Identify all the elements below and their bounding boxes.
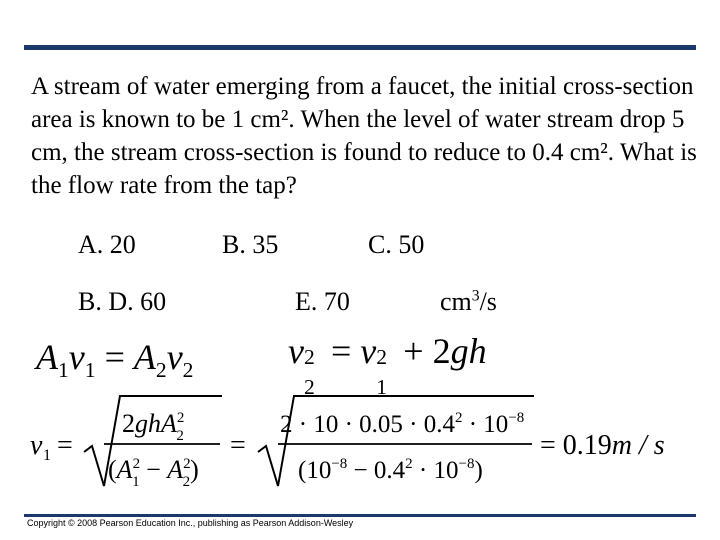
question-text: A stream of water emerging from a faucet, the initial cross-section area is known to be 1 cm². When the level of water stream drop 5 cm, the stream cross-section is found to reduce to 0.4 cm². What is the flow rate from the tap? <box>31 73 697 199</box>
energy-equation: v 2 2 = v 2 1 + 2gh <box>288 331 487 399</box>
result-value: = 0.19m / s <box>540 430 665 461</box>
bottom-divider <box>24 514 696 517</box>
option-a: A. 20 <box>78 230 136 259</box>
continuity-equation: $A_1v_1 = A_2v_2$ <box>36 337 194 383</box>
v1-symbol: v <box>30 430 43 461</box>
answer-unit: $cm^3/s$ <box>440 287 497 316</box>
solution-equation <box>0 390 720 500</box>
fraction2-denominator: $(10^{-8} - 0.4^2 \cdot 10^{-8})$ <box>298 456 483 484</box>
top-divider <box>24 45 696 50</box>
fraction2-numerator: $2 \cdot 10 \cdot 0.05 \cdot 0.4^2 \cdot 10^{-8}$ <box>280 410 525 438</box>
option-d: B. D. 60 <box>78 287 167 316</box>
fraction1-denominator: ($A^2$ $1 - A^2$ 2) <box>108 455 199 490</box>
v1-subscript: 1 <box>43 447 51 464</box>
fraction1-numerator: 2ghA$^2$ 2 <box>122 409 185 444</box>
option-c: C. 50 <box>368 230 425 259</box>
copyright-footer: Copyright © 2008 Pearson Education Inc., publishing as Pearson Addison-Wesley <box>27 518 354 528</box>
option-b: B. 35 <box>222 230 279 259</box>
equals-2: = <box>230 430 246 461</box>
equals-1: = <box>57 430 73 461</box>
option-e: E. 70 <box>295 287 350 316</box>
